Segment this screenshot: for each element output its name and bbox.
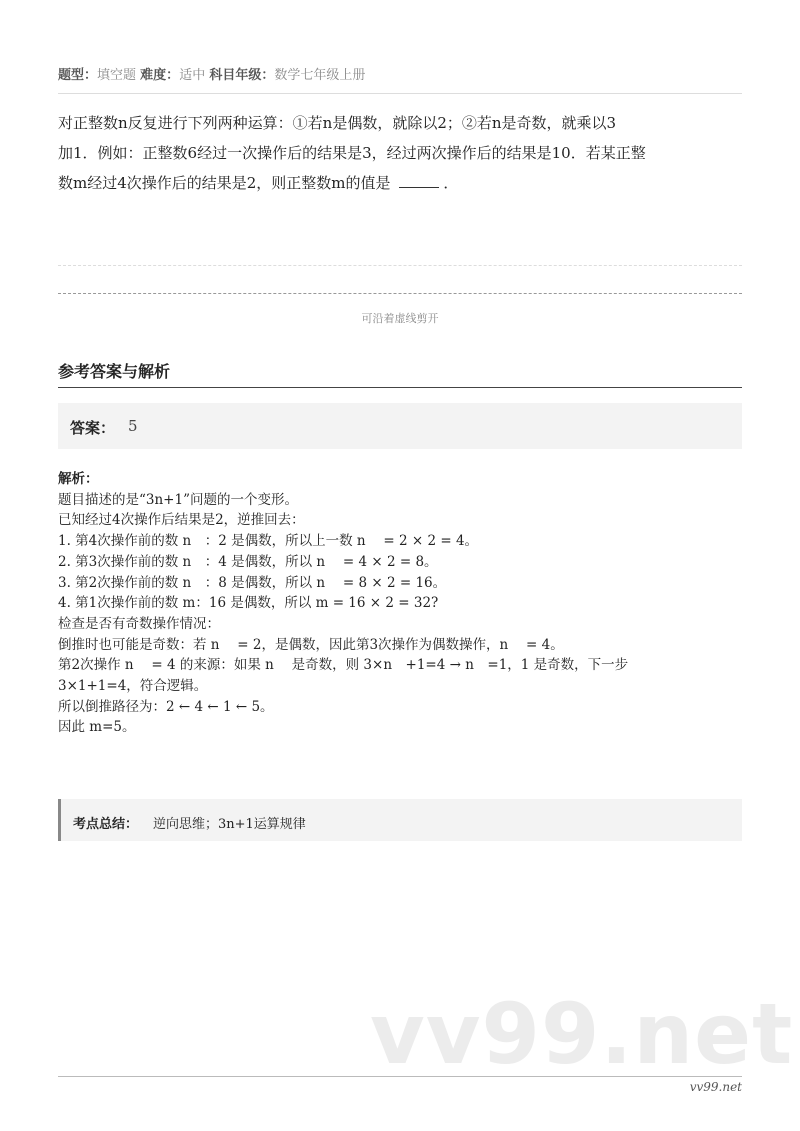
analysis-line: 因此 m=5。 bbox=[58, 719, 136, 736]
difficulty-value: 适中 bbox=[179, 68, 206, 83]
footer-divider bbox=[58, 1076, 742, 1077]
question-line: 数m经过4次操作后的结果是2，则正整数m的值是 bbox=[58, 174, 391, 192]
analysis-line: 检查是否有奇数操作情况： bbox=[58, 615, 220, 632]
cut-line-light bbox=[58, 265, 742, 266]
cut-hint: 可沿着虚线剪开 bbox=[361, 312, 439, 325]
subject-label: 科目年级： bbox=[209, 68, 275, 83]
section-title: 参考答案与解析 bbox=[58, 362, 171, 381]
summary-box bbox=[58, 799, 742, 841]
question-meta bbox=[58, 64, 365, 83]
divider bbox=[58, 93, 742, 94]
footer-site: vv99.net bbox=[689, 1080, 742, 1094]
analysis-line: 倒推时也可能是奇数：若 n = 2，是偶数，因此第3次操作为偶数操作，n = 4。 bbox=[58, 636, 564, 653]
punctuation: ． bbox=[443, 174, 459, 192]
question-line: 加1．例如：正整数6经过一次操作后的结果是3，经过两次操作后的结果是10．若某正整 bbox=[58, 144, 646, 162]
type-label: 题型： bbox=[58, 68, 98, 83]
analysis-line: 已知经过4次操作后结果是2，逆推回去： bbox=[58, 512, 305, 529]
answer-box bbox=[58, 403, 742, 449]
summary-value: 逆向思维；3n+1运算规律 bbox=[153, 817, 306, 832]
analysis-line: 1. 第4次操作前的数 n ：2 是偶数，所以上一数 n = 2 × 2 = 4。 bbox=[58, 533, 479, 550]
cut-line bbox=[58, 293, 742, 294]
watermark: vv99.net bbox=[370, 985, 794, 1083]
summary-label: 考点总结： bbox=[73, 817, 139, 832]
answer-blank bbox=[399, 173, 439, 188]
analysis bbox=[58, 469, 758, 738]
question-line: 对正整数n反复进行下列两种运算：①若n是偶数，就除以2；②若n是奇数，就乘以3 bbox=[58, 114, 617, 132]
analysis-line: 第2次操作 n = 4 的来源：如果 n 是奇数，则 3×n +1=4 → n =1，1 是奇数，下一步 bbox=[58, 657, 629, 674]
type-value: 填空题 bbox=[97, 68, 137, 83]
analysis-line: 3×1+1=4，符合逻辑。 bbox=[58, 678, 208, 695]
answer-label: 答案： bbox=[70, 419, 116, 437]
analysis-line: 3. 第2次操作前的数 n ：8 是偶数，所以 n = 8 × 2 = 16。 bbox=[58, 574, 447, 591]
analysis-line: 所以倒推路径为：2 ← 4 ← 1 ← 5。 bbox=[58, 698, 274, 715]
analysis-line: 2. 第3次操作前的数 n ：4 是偶数，所以 n = 4 × 2 = 8。 bbox=[58, 553, 438, 570]
analysis-line: 4. 第1次操作前的数 m：16 是偶数，所以 m = 16 × 2 = 32? bbox=[58, 595, 439, 612]
subject-value: 数学七年级上册 bbox=[274, 68, 366, 83]
analysis-line: 题目描述的是“3n+1”问题的一个变形。 bbox=[58, 491, 298, 508]
answer-value: 5 bbox=[128, 417, 138, 435]
section-divider bbox=[58, 387, 742, 388]
question-text bbox=[58, 108, 748, 198]
difficulty-label: 难度： bbox=[140, 68, 180, 83]
analysis-label: 解析： bbox=[58, 471, 99, 487]
